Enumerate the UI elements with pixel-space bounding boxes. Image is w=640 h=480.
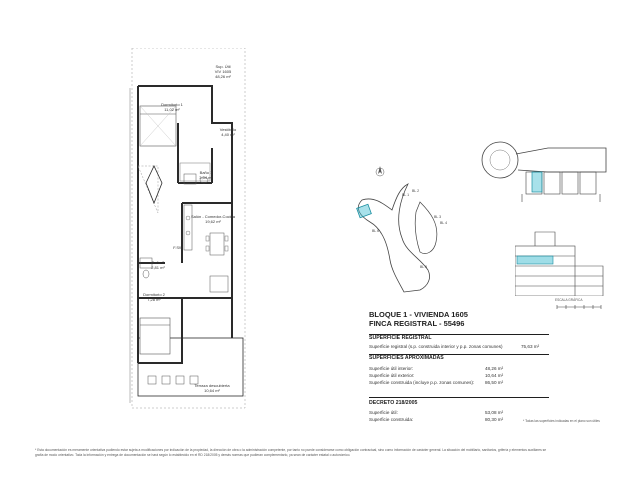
footer-disclaimer (35, 448, 615, 457)
room-dormitorio2-area: 7,28 m² (147, 297, 161, 302)
decreto-note: * Todas las superficies indicadas en el plano son útiles (523, 419, 600, 423)
room-dormitorio1-area: 11,02 m² (164, 107, 180, 112)
room-bano1-area: 3,54 m² (199, 175, 213, 180)
aprox-row-2-label: Superficie útil exterior: (369, 373, 415, 378)
block-label-4: BL 4 (440, 221, 448, 225)
sup-util-label-1: Sup. Útil (215, 64, 231, 69)
block-label-1: BL 1 (402, 193, 410, 197)
sup-util-label-2: VIV 1605 (214, 69, 232, 74)
aprox-row-2-value: 10,64 m² (485, 373, 504, 378)
room-vestibulo: Vestíbulo (219, 127, 237, 132)
aprox-row-1-value: 48,26 m² (485, 366, 504, 371)
block-label-5: BL 5 (420, 265, 428, 269)
room-bano2: Baño 2 (151, 260, 165, 265)
aprox-row-3-value: 86,50 m² (485, 380, 504, 385)
decreto-row-2-value: 80,30 m² (485, 417, 504, 422)
room-bano2-area: 2,81 m² (151, 265, 165, 270)
block-label-2: BL 2 (412, 189, 420, 193)
title-finca: FINCA REGISTRAL - 55496 (369, 319, 465, 328)
section-aprox: SUPERFICIES APROXIMADAS (369, 355, 444, 361)
scale-label: ESCALA GRÁFICA (555, 298, 583, 302)
decreto-row-1-label: Superficie útil: (369, 410, 398, 415)
floor-plan (120, 48, 270, 418)
building-top-view (478, 140, 608, 220)
site-plan (340, 160, 480, 300)
block-label-3: BL 3 (434, 215, 442, 219)
room-bano1: Baño 1 (199, 170, 213, 175)
room-salon-area: 19,62 m² (205, 219, 221, 224)
section-decreto: DECRETO 218/2005 (369, 400, 418, 406)
rule-3 (369, 397, 549, 398)
registral-value: 75,63 m² (521, 344, 540, 349)
room-dormitorio2: Dormitorio 2 (143, 292, 165, 297)
room-vestibulo-area: 4,40 m² (221, 132, 235, 137)
registral-label: Superficie registral (s.p. construida interior y p.p. zonas comunes) (369, 344, 503, 349)
sink-label: F.SW (173, 245, 183, 250)
block-label-6: BL 6 (372, 229, 380, 233)
room-dormitorio1: Dormitorio 1 (161, 102, 183, 107)
room-terraza-area: 10,64 m² (204, 388, 220, 393)
room-terraza: Terraza descubierta (194, 383, 230, 388)
decreto-row-2-label: Superficie construida: (369, 417, 414, 422)
decreto-row-1-value: 53,08 m² (485, 410, 504, 415)
section-registral: SUPERFICIE REGISTRAL (369, 335, 432, 341)
title-bloque: BLOQUE 1 - VIVIENDA 1605 (369, 310, 468, 319)
aprox-row-1-label: Superficie útil interior: (369, 366, 414, 371)
aprox-row-3-label: Superficie construida (incluye p.p. zonas comunes): (369, 380, 475, 385)
room-salon: Salón - Comedor-Cocina (190, 214, 236, 219)
footer-line-1: * Esta documentación es meramente orientativa pudiendo estar sujeta a modificaciones por indicación de la propiedad, la dirección de obra o la administración competente, por tanto no puede considerarse como obligación contractual, sino como información de carácter general. La situación del mobiliario, sanitarios, grifería y elementos auxiliares se (35, 448, 547, 452)
scale-bar (555, 298, 605, 316)
footer-line-2: grafía de modo orientativo. Toda la información y entrega de documentación se hará según lo establecido en el RD 218/2005 y demás normas que pudieran complementarlo, ya sean de carácter estatal o autonómico. (35, 452, 351, 457)
sup-util-label-3: 48,26 m² (215, 74, 231, 79)
building-section (515, 226, 605, 296)
